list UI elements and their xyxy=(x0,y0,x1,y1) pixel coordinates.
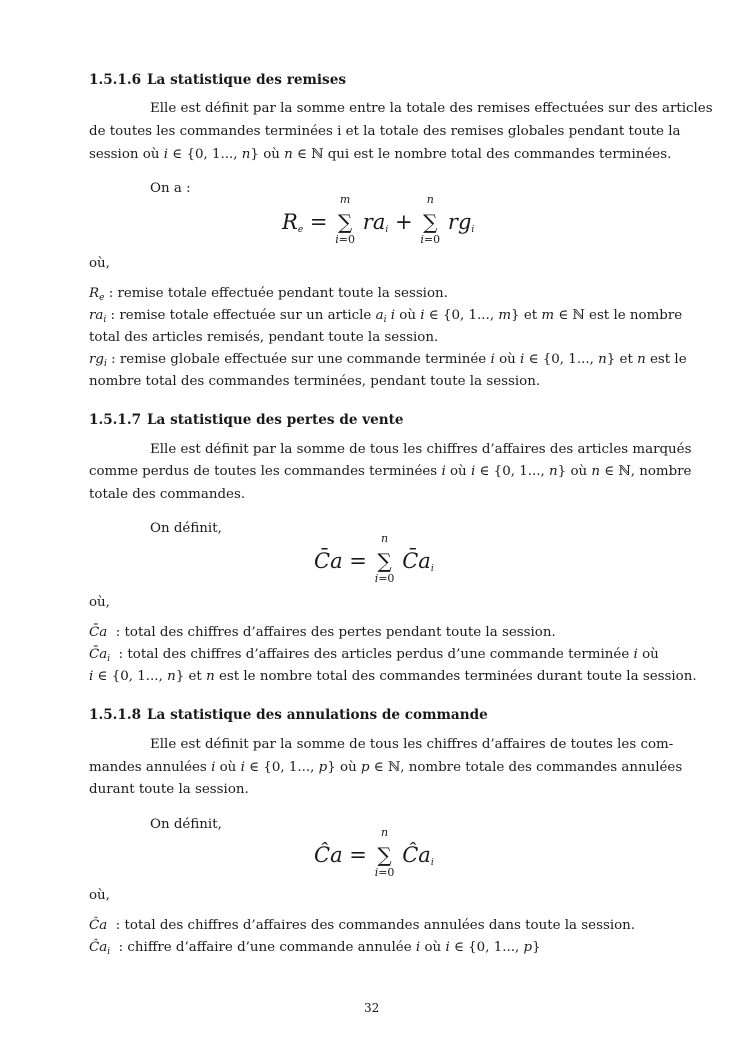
definition-line: i ∈ {0, 1..., n} et n est le nombre total des commandes terminées durant toute la session. xyxy=(89,669,697,684)
paragraph-line: comme perdus de toutes les commandes terminées i où i ∈ {0, 1..., n} où n ∈ ℕ, nombre xyxy=(89,464,692,479)
section-number: 1.5.1.6 xyxy=(89,72,142,88)
definition-line: $C̄a_i$ : total des chiffres d’affaires des articles perdus d’une commande terminée i où xyxy=(89,647,659,664)
paragraph-line: totale des commandes. xyxy=(89,487,246,502)
section-title: La statistique des annulations de commande xyxy=(147,707,488,723)
section-title: La statistique des pertes de vente xyxy=(147,412,404,428)
definition-line: Ĉa : total des chiffres d’affaires des commandes annulées dans toute la session. xyxy=(89,918,636,933)
page-number: 32 xyxy=(364,1001,380,1015)
paragraph-line: mandes annulées i où i ∈ {0, 1..., p} où p ∈ ℕ, nombre totale des commandes annulées xyxy=(89,760,683,775)
equation-ca-bar: C̄a = ∑ n i=0 $C̄a_i$ xyxy=(314,532,434,585)
definition-line: nombre total des commandes terminées, pendant toute la session. xyxy=(89,374,541,389)
paragraph-line: Elle est définit par la somme entre la totale des remises effectuées sur des articles xyxy=(150,101,713,116)
where-label: où, xyxy=(89,888,110,903)
formula-intro: On définit, xyxy=(150,817,222,832)
section-heading-1-5-1-8 xyxy=(89,707,488,723)
section-number: 1.5.1.8 xyxy=(89,707,142,723)
section-heading-1-5-1-7 xyxy=(89,412,404,428)
paragraph-line: durant toute la session. xyxy=(89,782,249,797)
section-heading-1-5-1-6 xyxy=(89,72,346,88)
paragraph-line: Elle est définit par la somme de tous les chiffres d’affaires des articles marqués xyxy=(150,442,692,457)
definition-line: $Ĉa_i$ : chiffre d’affaire d’une commande annulée i où i ∈ {0, 1..., p} xyxy=(89,940,541,957)
definition-line: $R_e$ : remise totale effectuée pendant toute la session. xyxy=(89,286,448,303)
definition-line: $ra_i$ : remise totale effectuée sur un article $a_i$ i où i ∈ {0, 1..., m} et m ∈ ℕ est le nombre xyxy=(89,308,683,325)
where-label: où, xyxy=(89,256,110,271)
paragraph-line: de toutes les commandes terminées i et la totale des remises globales pendant toute la xyxy=(89,124,681,139)
definition-line: total des articles remisés, pendant toute la session. xyxy=(89,330,439,345)
definition-line: $rg_i$ : remise globale effectuée sur une commande terminée i où i ∈ {0, 1..., n} et n est le xyxy=(89,352,687,369)
section-number: 1.5.1.7 xyxy=(89,412,142,428)
formula-intro: On a : xyxy=(150,181,191,196)
paragraph-line: Elle est définit par la somme de tous les chiffres d’affaires de toutes les com- xyxy=(150,737,674,752)
where-label: où, xyxy=(89,595,110,610)
definition-line: C̄a : total des chiffres d’affaires des pertes pendant toute la session. xyxy=(89,625,556,640)
paragraph-line: session où i ∈ {0, 1..., n} où n ∈ ℕ qui est le nombre total des commandes terminées. xyxy=(89,147,672,162)
section-title: La statistique des remises xyxy=(147,72,347,88)
equation-re: $R_e$ = ∑ m i=0 $ra_i$ + ∑ n i=0 $rg_i$ xyxy=(282,193,475,246)
formula-intro: On définit, xyxy=(150,521,222,536)
equation-ca-hat: Ĉa = ∑ n i=0 $Ĉa_i$ xyxy=(314,826,434,879)
